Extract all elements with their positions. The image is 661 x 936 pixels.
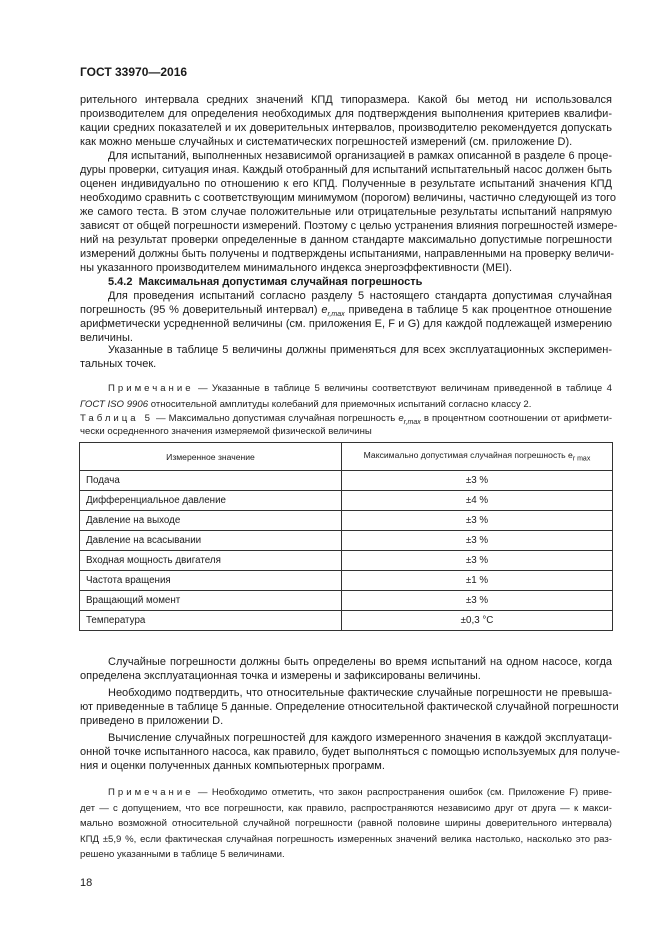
text-line: тальных точек. bbox=[80, 358, 157, 370]
text-line bbox=[80, 397, 612, 413]
symbol-subscript: r,max bbox=[403, 418, 421, 426]
table-row bbox=[80, 471, 613, 491]
text-line: как можно меньше случайных и систематических погрешностей измерений (см. приложение D). bbox=[80, 136, 573, 148]
table-row bbox=[80, 511, 613, 531]
text-line: Для испытаний, выполненных независимой организацией в рамках описанной в разделе 6 проце- bbox=[108, 150, 612, 162]
paragraph-1 bbox=[80, 93, 612, 149]
text-span: — Указанные в таблице 5 величины соответствуют величинам приведенной в таблице 4 bbox=[197, 383, 612, 394]
table-row bbox=[80, 571, 613, 591]
text-line: онной точке испытанного насоса, как правило, будет выполняться с помощью используемых для получе- bbox=[80, 746, 620, 758]
note-label: Примечание bbox=[108, 787, 194, 798]
symbol-subscript: r,max bbox=[327, 311, 345, 319]
note-label: Примечание bbox=[108, 383, 194, 394]
error-limits-table bbox=[79, 442, 613, 631]
paragraph-4 bbox=[80, 343, 612, 371]
standard-reference: ГОСТ ISO 9906 bbox=[80, 398, 149, 410]
measured-value-cell: Температура bbox=[80, 611, 342, 631]
max-error-cell: ±4 % bbox=[342, 491, 613, 511]
text-line: чески осредненного значения измеряемой физической величины bbox=[80, 426, 372, 437]
text-line: Для проведения испытаний согласно разделу 5 настоящего стандарта допустимая случайная bbox=[108, 290, 612, 302]
max-error-cell: ±0,3 °C bbox=[342, 611, 613, 631]
note-2 bbox=[80, 785, 612, 863]
column-header-measured-value: Измеренное значение bbox=[80, 443, 342, 471]
text-line: необходимо сравнить с соответствующим минимумом (порогом) величины, частично следующей из того bbox=[80, 192, 617, 204]
column-header-max-error bbox=[342, 443, 613, 471]
header-subscript: r max bbox=[572, 455, 591, 463]
text-line: Необходимо подтвердить, что относительные фактические случайные погрешности не превыша- bbox=[108, 687, 612, 699]
text-line: ния и оценки полученных данных компьютерных программ. bbox=[80, 760, 385, 772]
text-line bbox=[80, 412, 612, 425]
text-line bbox=[80, 381, 612, 397]
table-row bbox=[80, 551, 613, 571]
text-span: приведена в таблице 5 как процентное отношение bbox=[348, 304, 612, 316]
text-line: ний на результат проверки определенные в данном стандарте максимально допустимые погрешности bbox=[80, 234, 612, 246]
paragraph-6 bbox=[80, 686, 619, 728]
measured-value-cell: Вращающий момент bbox=[80, 591, 342, 611]
paragraph-5 bbox=[80, 655, 612, 683]
page-number: 18 bbox=[80, 877, 93, 889]
max-error-cell: ±3 % bbox=[342, 591, 613, 611]
measured-value-cell: Дифференциальное давление bbox=[80, 491, 342, 511]
table-caption bbox=[80, 412, 612, 438]
text-line: производителем для определения необходимых для подтверждения выполнения критериев квалифи- bbox=[80, 108, 612, 120]
max-error-cell: ±3 % bbox=[342, 531, 613, 551]
symbol-e: e bbox=[321, 304, 328, 316]
text-line: измерений должны быть получены и подтверждены испытаниями, направленными на проверку величи- bbox=[80, 248, 615, 260]
measured-value-cell: Давление на всасывании bbox=[80, 531, 342, 551]
text-line: оценен индивидуально по отношению к его КПД. Полученные в результате испытаний значения КПД bbox=[80, 178, 612, 190]
text-line: рительного интервала средних значений КПД типоразмера. Какой бы метод ни использовался bbox=[80, 94, 612, 106]
text-line: определена эксплуатационная точка и измерены и зафиксированы величины. bbox=[80, 670, 481, 682]
text-line: КПД ±5,9 %, если фактическая случайная погрешность измеренных значений велика настолько, насколько это раз- bbox=[80, 833, 612, 845]
caption-label: Таблица 5 bbox=[80, 413, 153, 424]
table-header-row bbox=[80, 443, 613, 471]
text-span: погрешность (95 % доверительный интервал) bbox=[80, 304, 318, 316]
text-line: зависят от общей погрешности измерений. Поэтому с целью устранения влияния погрешностей измере- bbox=[80, 220, 618, 232]
text-span: относительной амплитуды колебаний для приемочных испытаний согласно классу 2. bbox=[150, 398, 532, 410]
table-row bbox=[80, 591, 613, 611]
document-header: ГОСТ 33970—2016 bbox=[80, 65, 188, 79]
symbol-e: e bbox=[398, 413, 404, 424]
text-line: Вычисление случайных погрешностей для каждого измеренного значения в каждой эксплуатаци- bbox=[108, 732, 612, 744]
text-line: дуры проверки, ситуация иная. Каждый отобранный для испытаний испытательный насос должен быть bbox=[80, 164, 612, 176]
text-line bbox=[80, 303, 612, 317]
note-1 bbox=[80, 381, 612, 412]
paragraph-3 bbox=[80, 289, 612, 345]
table-row bbox=[80, 531, 613, 551]
table-row bbox=[80, 611, 613, 631]
measured-value-cell: Подача bbox=[80, 471, 342, 491]
text-line: ны указанного производителем минимального индекса энергоэффективности (MEI). bbox=[80, 262, 513, 274]
text-span: — Необходимо отметить, что закон распространения ошибок (см. Приложение F) приве- bbox=[197, 787, 612, 798]
header-text: Максимально допустимая случайная погрешность e bbox=[363, 450, 573, 461]
text-line: дет — с допущением, что все погрешности, как правило, распространяются независимо друг от друга — к макси- bbox=[80, 802, 612, 814]
max-error-cell: ±3 % bbox=[342, 551, 613, 571]
max-error-cell: ±3 % bbox=[342, 471, 613, 491]
measured-value-cell: Частота вращения bbox=[80, 571, 342, 591]
text-line: мально возможной относительной случайной погрешности (равной половине ширины доверительного интервала) bbox=[80, 818, 612, 829]
text-line: величины. bbox=[80, 332, 133, 344]
section-heading bbox=[80, 275, 612, 289]
table-row bbox=[80, 491, 613, 511]
max-error-cell: ±3 % bbox=[342, 511, 613, 531]
text-span: — Максимально допустимая случайная погрешность bbox=[156, 413, 396, 424]
max-error-cell: ±1 % bbox=[342, 571, 613, 591]
section-number: 5.4.2 bbox=[108, 276, 133, 288]
text-line: Указанные в таблице 5 величины должны применяться для всех эксплуатационных эксперимен- bbox=[108, 344, 612, 356]
text-line: ют приведенные в таблице 5 данные. Определение относительной фактической случайной погрешности bbox=[80, 701, 619, 713]
text-line bbox=[80, 785, 612, 801]
text-line: арифметически усредненной величины (см. приложения E, F и G) для каждой подлежащей измерению bbox=[80, 318, 612, 330]
measured-value-cell: Входная мощность двигателя bbox=[80, 551, 342, 571]
text-span: в процентном соотношении от арифмети- bbox=[423, 413, 613, 424]
measured-value-cell: Давление на выходе bbox=[80, 511, 342, 531]
text-line: же самого теста. В этом случае положительные или отрицательные результаты испытаний напрямую bbox=[80, 206, 612, 218]
text-line: Случайные погрешности должны быть определены во время испытаний на одном насосе, когда bbox=[108, 656, 612, 668]
text-line: приведено в приложении D. bbox=[80, 715, 224, 727]
paragraph-2 bbox=[80, 149, 618, 275]
paragraph-7 bbox=[80, 731, 620, 773]
section-title: Максимальная допустимая случайная погрешность bbox=[138, 276, 423, 288]
text-line: кации средних показателей и их доверительных интервалов, производителю рекомендуется допускать bbox=[80, 122, 612, 134]
text-line: решено указанными в таблице 5 величинами. bbox=[80, 849, 285, 860]
